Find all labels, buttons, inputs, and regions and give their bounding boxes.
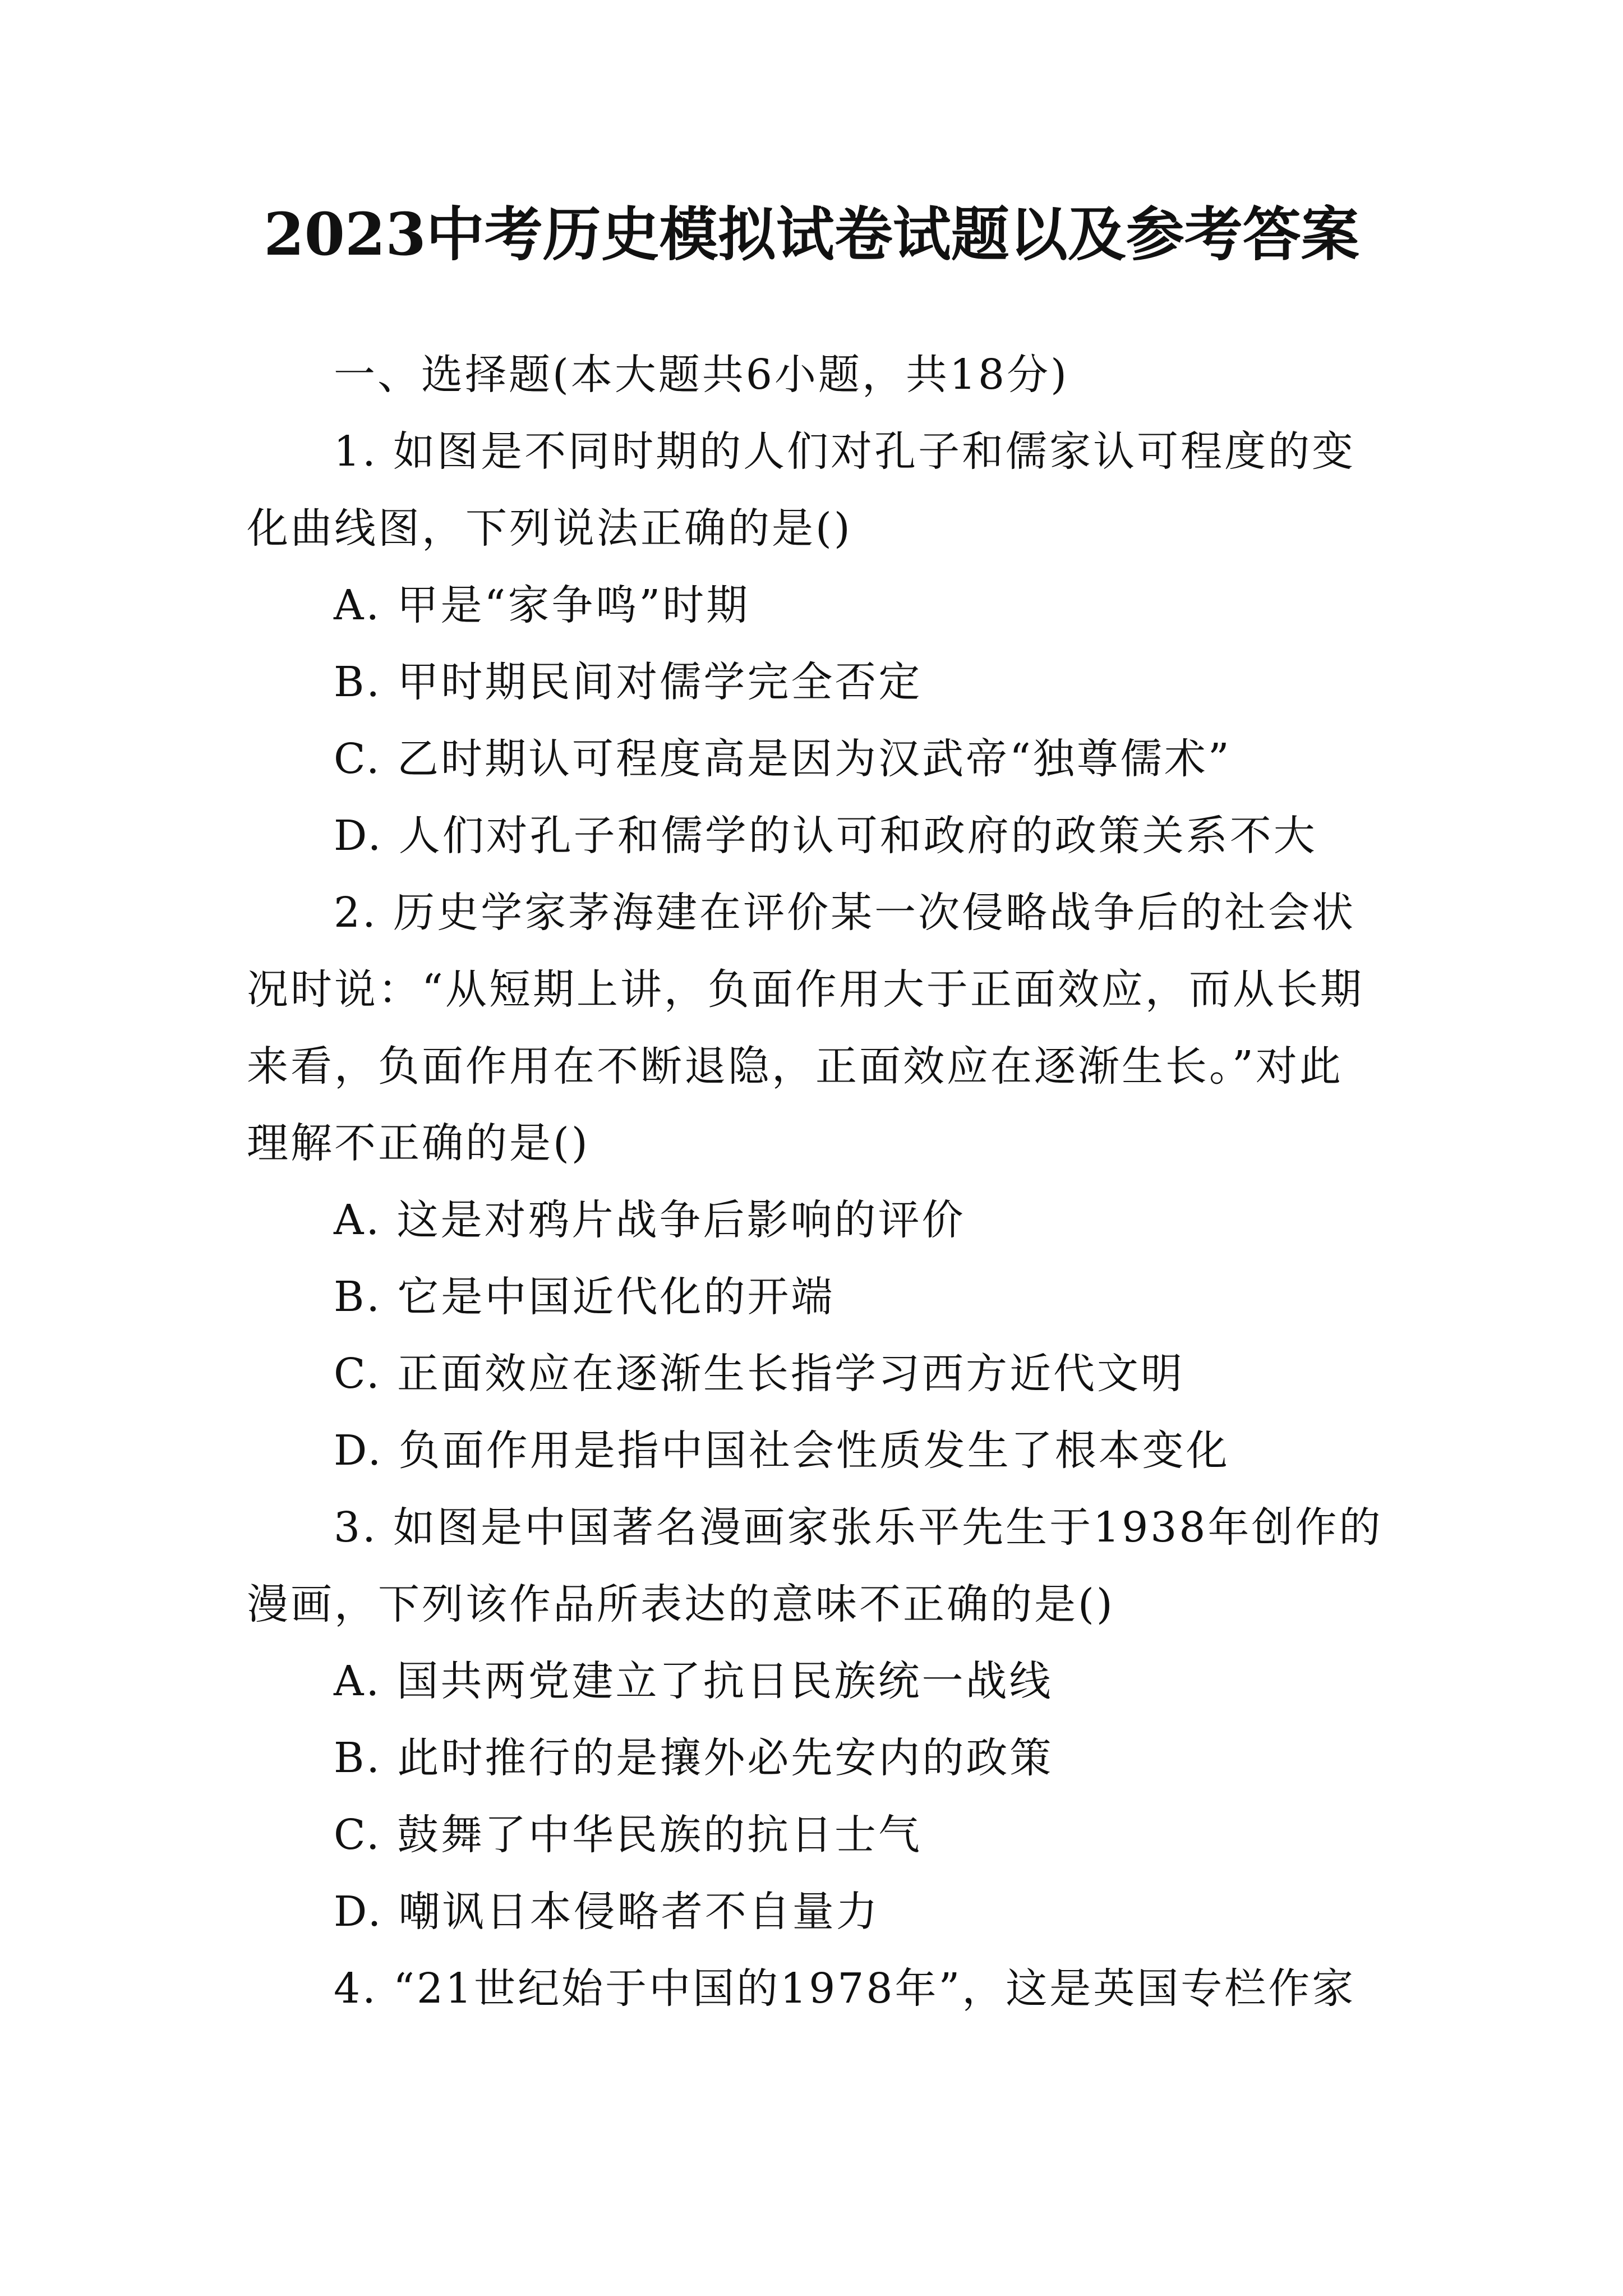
text-line: D. 嘲讽日本侵略者不自量力: [334, 1888, 880, 1936]
text-line: B. 此时推行的是攘外必先安内的政策: [334, 1734, 1054, 1782]
text-line: 来看，负面作用在不断退隐，正面效应在逐渐生长。”对此: [247, 1042, 1343, 1091]
text-line: C. 鼓舞了中华民族的抗日士气: [334, 1811, 923, 1859]
text-line: B. 甲时期民间对儒学完全否定: [334, 658, 923, 706]
text-line: A. 甲是“家争鸣”时期: [334, 581, 750, 629]
text-line: 3. 如图是中国著名漫画家张乐平先生于1938年创作的: [334, 1503, 1383, 1552]
text-line: 理解不正确的是(): [247, 1119, 590, 1167]
text-line: C. 正面效应在逐渐生长指学习西方近代文明: [334, 1350, 1185, 1398]
text-line: B. 它是中国近代化的开端: [334, 1273, 835, 1321]
text-line: 一、选择题(本大题共6小题，共18分): [334, 351, 1069, 399]
text-line: 4. “21世纪始于中国的1978年”，这是英国专栏作家: [334, 1964, 1356, 2013]
document-body: [247, 337, 1391, 2027]
text-line: D. 负面作用是指中国社会性质发生了根本变化: [334, 1427, 1230, 1475]
page-title: 2023中考历史模拟试卷试题以及参考答案: [264, 200, 1359, 269]
text-line: A. 国共两党建立了抗日民族统一战线: [334, 1657, 1053, 1705]
text-line: A. 这是对鸦片战争后影响的评价: [334, 1196, 966, 1244]
text-line: 2. 历史学家茅海建在评价某一次侵略战争后的社会状: [334, 889, 1356, 937]
text-line: 漫画，下列该作品所表达的意味不正确的是(): [247, 1580, 1115, 1628]
text-line: 况时说：“从短期上讲，负面作用大于正面效应，而从长期: [247, 965, 1364, 1014]
text-line: C. 乙时期认可程度高是因为汉武帝“独尊儒术”: [334, 735, 1232, 783]
text-line: 1. 如图是不同时期的人们对孔子和儒家认可程度的变: [334, 427, 1356, 476]
text-line: D. 人们对孔子和儒学的认可和政府的政策关系不大: [334, 812, 1317, 860]
text-line: 化曲线图，下列说法正确的是(): [247, 504, 852, 553]
